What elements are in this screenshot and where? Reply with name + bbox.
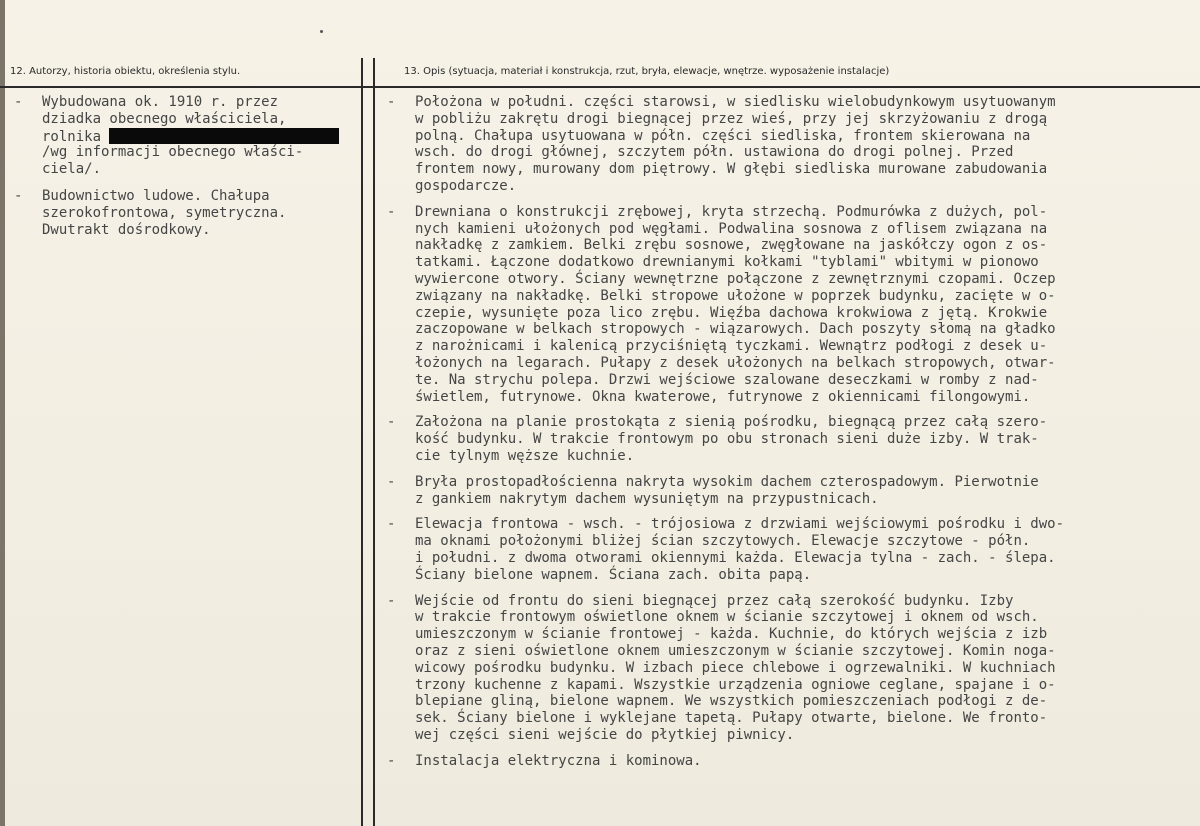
text-line: Położona w południ. części starowsi, w siedlisku wielobudynkowym usytuowanym <box>415 94 1056 110</box>
text-line: ciela/. <box>42 161 102 178</box>
list-item <box>387 414 1193 464</box>
text-line: świetlem, futrynowe. Okna kwaterowe, futrynowe z okiennicami filongowymi. <box>415 388 1031 405</box>
list-dash: - <box>14 94 23 110</box>
text-line: Elewacja frontowa - wsch. - trójosiowa z drzwiami wejściowymi pośrodku i dwo- <box>415 516 1065 533</box>
text-line: Ściany bielone wapnem. Ściana zach. obita papą. <box>415 566 812 583</box>
text-line: frontem nowy, murowany dom piętrowy. W głębi siedliska murowane zabudowania <box>415 161 1048 178</box>
text-line: nakładkę z zamkiem. Belki zrębu sosnowe, zwęgłowane na jaskółczy ogon z os- <box>415 237 1048 254</box>
list-item <box>14 188 360 238</box>
section-12-heading: 12. Autorzy, historia obiektu, określenia stylu. <box>10 66 241 77</box>
list-item-text <box>415 593 1193 744</box>
list-item-text <box>415 516 1193 583</box>
text-line: w pobliżu zakrętu drogi biegnącej przez wieś, przy jej skrzyżowaniu z drogą <box>415 110 1048 127</box>
list-item <box>387 593 1193 744</box>
text-line: Wejście od frontu do sieni biegnącej przez całą szerokość budynku. Izby <box>415 592 1014 609</box>
text-line: wej części sieni wejście do płytkiej piwnicy. <box>415 726 795 743</box>
text-line: polną. Chałupa usytuowana w półn. części siedliska, frontem skierowana na <box>415 127 1031 144</box>
paper-speck <box>320 30 323 33</box>
text-line: łożonych na legarach. Pułapy z desek ułożonych na belkach stropowych, otwar- <box>415 354 1056 371</box>
text-line: z gankiem nakrytym dachem wysuniętym na przypustnicach. <box>415 490 879 507</box>
list-item <box>387 753 1193 770</box>
text-line: gospodarcze. <box>415 177 517 194</box>
list-dash: - <box>387 414 396 431</box>
list-item-text <box>415 94 1193 195</box>
list-item-text <box>42 188 360 238</box>
header-rule <box>0 86 1200 88</box>
text-line: Dwutrakt dośrodkowy. <box>42 221 211 238</box>
text-line: Bryła prostopadłościenna nakryta wysokim dachem czterospadowym. Pierwotnie <box>415 473 1039 490</box>
text-line: Budownictwo ludowe. Chałupa <box>42 187 270 204</box>
column-divider-left <box>361 58 363 826</box>
text-line: sek. Ściany bielone i wyklejane tapetą. Pułapy otwarte, bielone. We fronto- <box>415 710 1048 727</box>
list-dash: - <box>387 592 396 609</box>
text-line: wicowy pośrodku budynku. W izbach piece chlebowe i ogrzewalniki. W kuchniach <box>415 659 1056 676</box>
text-line: kość budynku. W trakcie frontowym po obu stronach sieni duże izby. W trak- <box>415 431 1039 448</box>
text-line: Założona na planie prostokąta z sienią pośrodku, biegnącą przez całą szero- <box>415 414 1048 431</box>
text-line: umieszczonym w ścianie frontowej - każda. Kuchnie, do których wejścia z izb <box>415 626 1048 643</box>
list-item-text <box>42 94 360 178</box>
text-line: dziadka obecnego właściciela, <box>42 110 287 127</box>
text-line: ma oknami położonymi bliżej ścian szczytowych. Elewacje szczytowe - półn. <box>415 533 1031 550</box>
list-dash: - <box>14 187 23 204</box>
list-item <box>387 94 1193 195</box>
list-item <box>387 516 1193 583</box>
text-line: blepiane gliną, bielone wapnem. We wszystkich pomieszczeniach podłogi z de- <box>415 693 1048 710</box>
list-item-text <box>415 204 1193 406</box>
sheet-left-edge <box>0 0 5 826</box>
text-line: i południ. z dwoma otworami okiennymi każda. Elewacja tylna - zach. - ślepa. <box>415 549 1056 566</box>
redaction-bar <box>109 128 339 144</box>
text-line: oraz z sieni oświetlone oknem umieszczonym w ścianie szczytowej. Komin noga- <box>415 642 1056 659</box>
column-divider-right <box>373 58 375 826</box>
list-dash: - <box>387 203 396 220</box>
description-column <box>387 94 1193 778</box>
history-column <box>14 94 360 248</box>
text-line: szerokofrontowa, symetryczna. <box>42 204 287 221</box>
text-line: te. Na strychu polepa. Drzwi wejściowe szalowane deseczkami w romby z nad- <box>415 371 1039 388</box>
text-line: nych kamieni ułożonych pod węgłami. Podwalina sosnowa z oflisem związana na <box>415 220 1048 237</box>
text-line: /wg informacji obecnego właści- <box>42 144 304 161</box>
text-line: czepie, wysunięte poza lico zrębu. Więźba dachowa krokwiowa z jętą. Krokwie <box>415 304 1048 321</box>
text-line: wywiercone otwory. Ściany wewnętrzne połączone z zewnętrznymi czopami. Oczep <box>415 270 1056 287</box>
section-13-heading: 13. Opis (sytuacja, materiał i konstrukcja, rzut, bryła, elewacje, wnętrze. wyposażenie instalacje) <box>404 66 890 77</box>
list-item <box>387 204 1193 406</box>
text-line: Drewniana o konstrukcji zrębowej, kryta strzechą. Podmurówka z dużych, pol- <box>415 203 1048 220</box>
list-item <box>14 94 360 178</box>
text-line: związany na nakładkę. Belki stropowe ułożone w poprzek budynku, zacięte w o- <box>415 287 1056 304</box>
text-line: trzony kuchenne z kapami. Wszystkie urządzenia ogniowe ceglane, spajane i o- <box>415 676 1056 693</box>
text-line: rolnika <box>42 128 360 145</box>
list-dash: - <box>387 473 396 490</box>
text-line: cie tylnym węższe kuchnie. <box>415 447 635 464</box>
list-dash: - <box>387 516 396 533</box>
list-dash: - <box>387 94 396 110</box>
list-item <box>387 474 1193 508</box>
text-line: Instalacja elektryczna i kominowa. <box>415 752 702 769</box>
list-item-text <box>415 753 1193 770</box>
text-line: tatkami. Łączone dodatkowo drewnianymi kołkami "tyblami" wbitymi w pionowo <box>415 254 1039 271</box>
text-line: z narożnicami i kalenicą przyciśniętą tyczkami. Wewnątrz podłogi z desek u- <box>415 338 1048 355</box>
text-line: wsch. do drogi głównej, szczytem półn. ustawiona do drogi polnej. Przed <box>415 144 1014 161</box>
text-line: zaczopowane w belkach stropowych - wiązarowych. Dach poszyty słomą na gładko <box>415 321 1056 338</box>
text-line: w trakcie frontowym oświetlone oknem w ścianie szczytowej i oknem od wsch. <box>415 609 1039 626</box>
list-dash: - <box>387 752 396 769</box>
list-item-text <box>415 474 1193 508</box>
text-line: Wybudowana ok. 1910 r. przez <box>42 94 279 110</box>
list-item-text <box>415 414 1193 464</box>
